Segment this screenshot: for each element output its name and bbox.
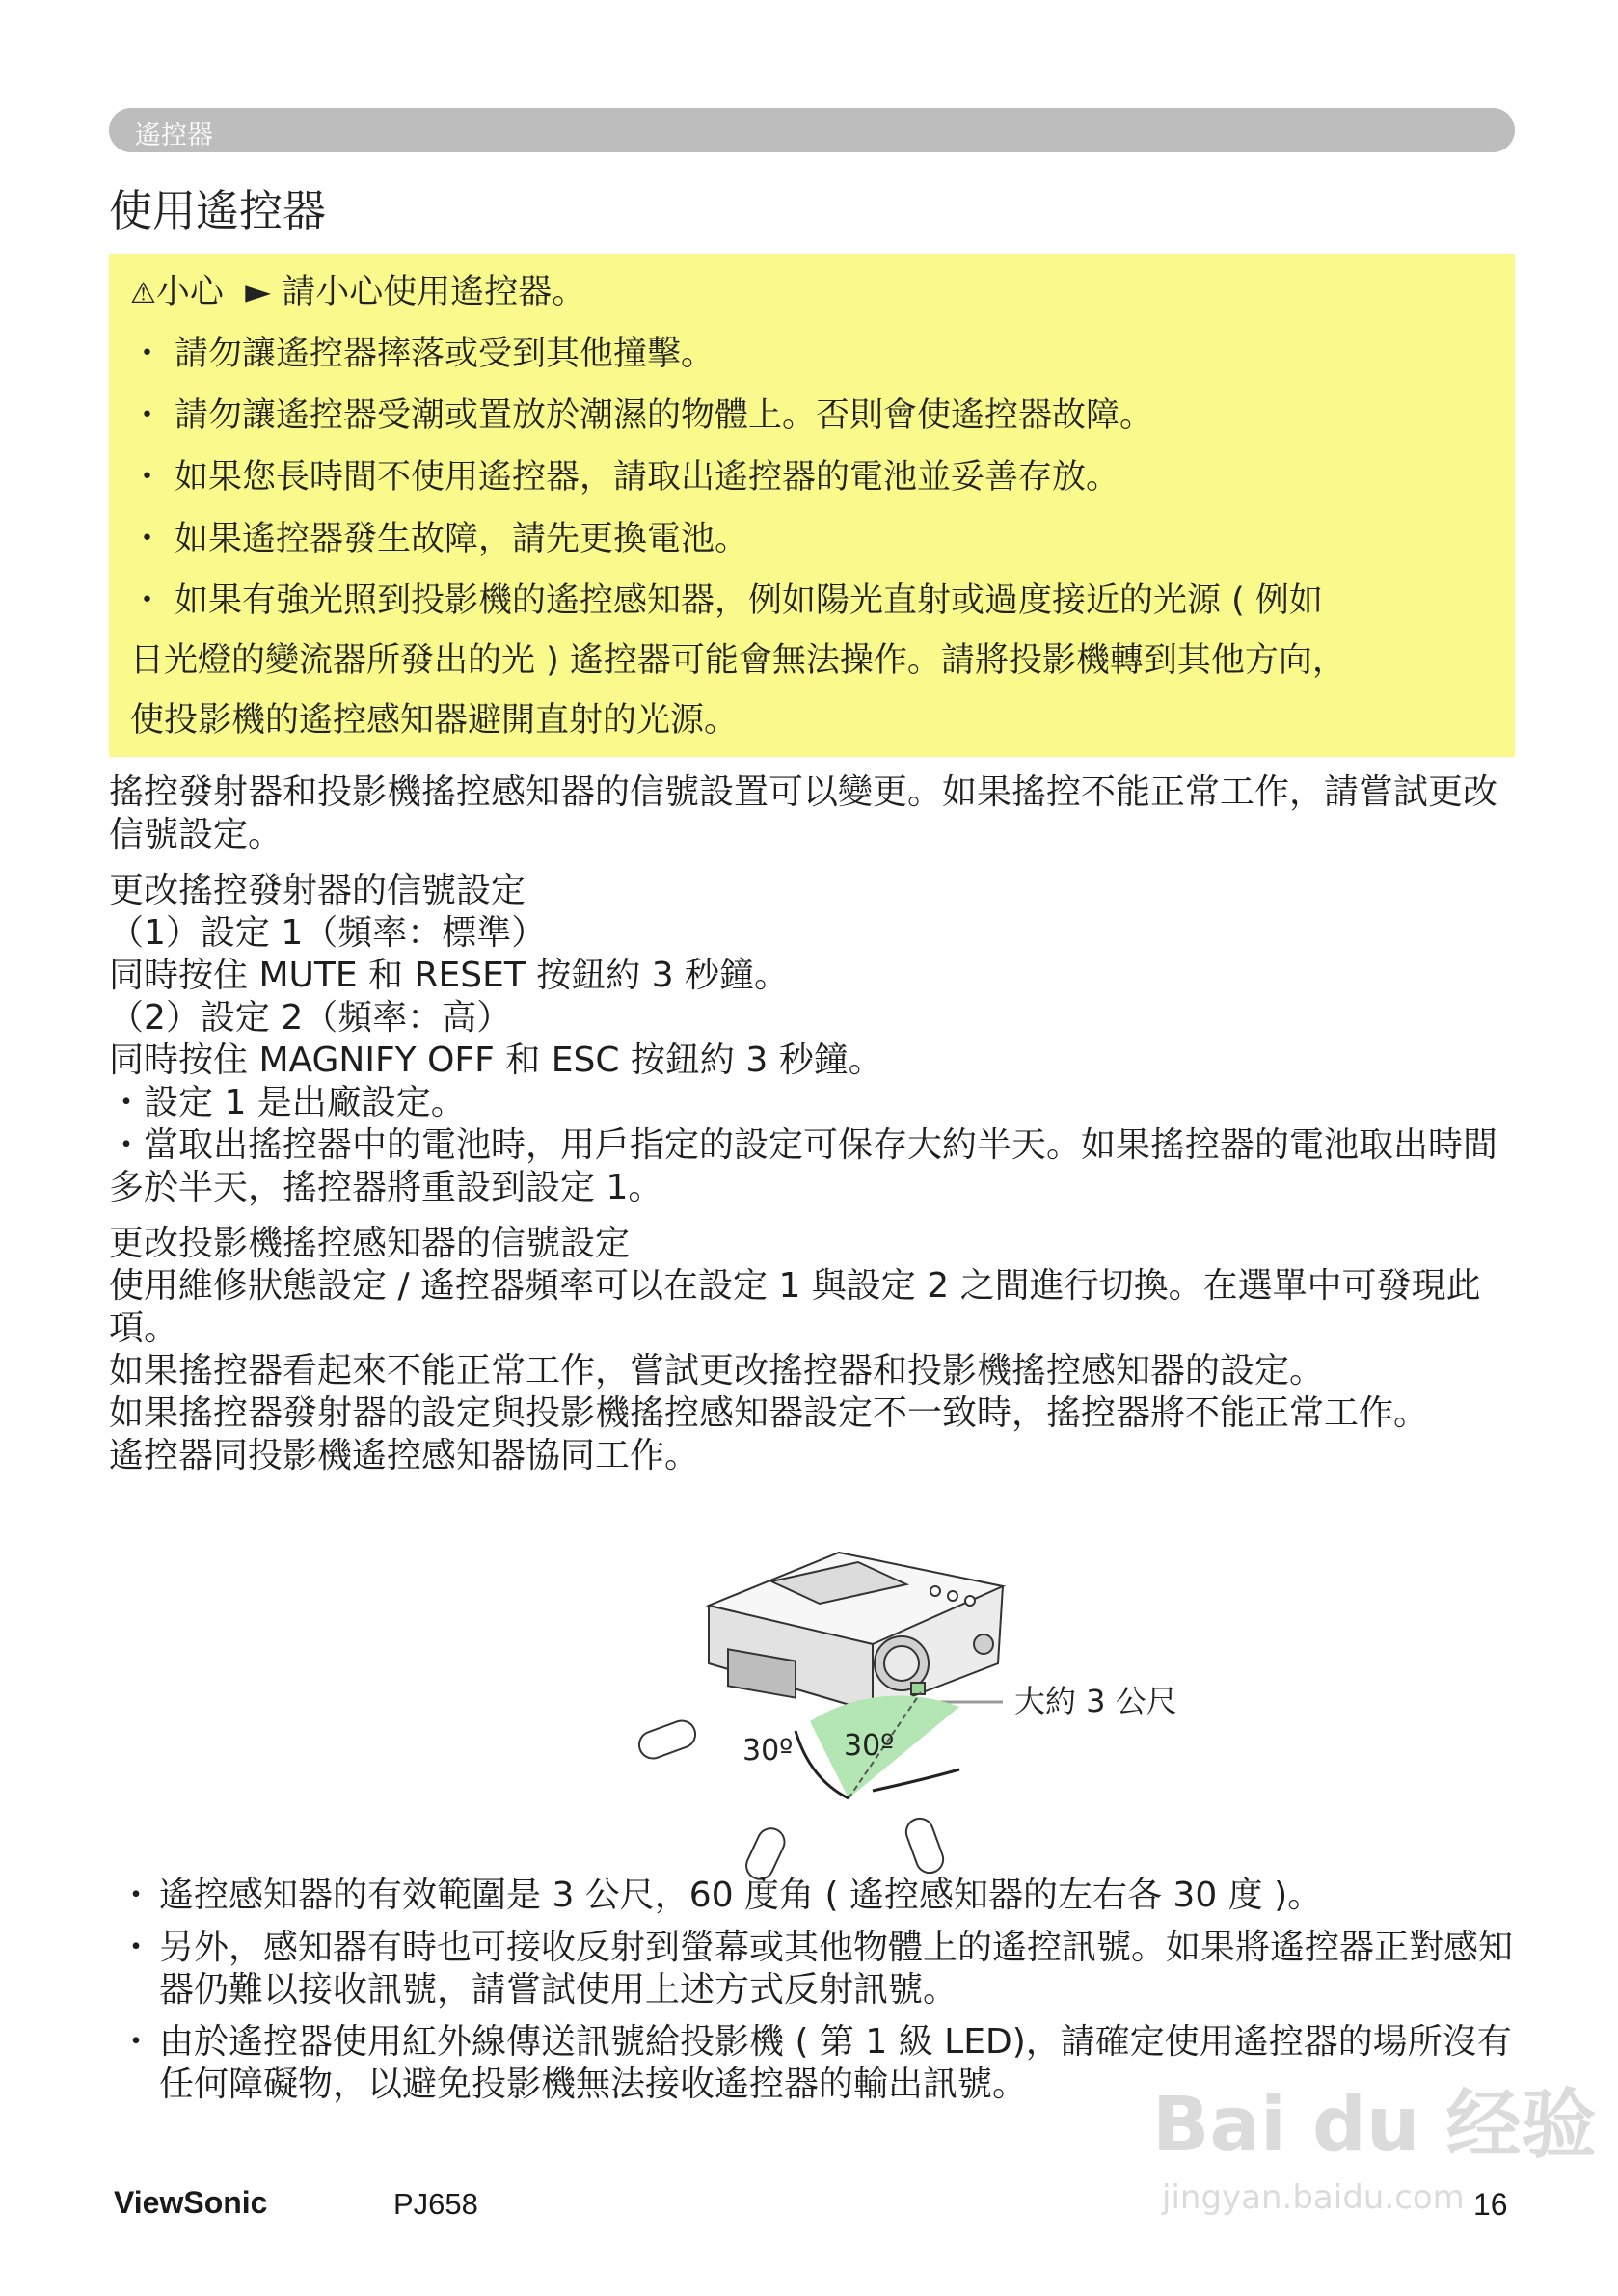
section-header-bar: [109, 108, 1515, 152]
caution-item: ・ 請勿讓遙控器摔落或受到其他撞擊。: [130, 335, 715, 373]
setting2-label: （2）設定 2（頻率：高）: [109, 998, 512, 1038]
setting2-action: 同時按住 MAGNIFY OFF 和 ESC 按鈕約 3 秒鐘。: [109, 1040, 883, 1080]
right-triangle-icon: ►: [245, 273, 272, 311]
sensor-heading: 更改投影機搖控感知器的信號設定: [109, 1224, 631, 1263]
caution-continuation: 日光燈的變流器所發出的光 ) 遙控器可能會無法操作。請將投影機轉到其他方向，: [130, 641, 1346, 680]
factory-note: ・設定 1 是出廠設定。: [109, 1083, 466, 1122]
page-title: 使用遙控器: [109, 185, 327, 236]
baidu-watermark: [1152, 2064, 1597, 2218]
caution-item: ・ 如果有強光照到投影機的遙控感知器，例如陽光直射或過度接近的光源 ( 例如: [130, 581, 1323, 620]
footer-brand: ViewSonic: [114, 2185, 268, 2220]
caution-item: ・ 如果您長時間不使用遙控器，請取出遙控器的電池並妥善存放。: [130, 458, 1120, 497]
note-item: ・ 遙控感知器的有效範圍是 3 公尺，60 度角 ( 遙控感知器的左右各 30 度 )。: [119, 1876, 1323, 1915]
sensor-paragraph: 如果搖控器看起來不能正常工作，嘗試更改搖控器和投影機搖控感知器的設定。: [109, 1351, 1325, 1391]
caution-continuation: 使投影機的遙控感知器避開直射的光源。: [130, 701, 739, 740]
intro-paragraph: 搖控發射器和投影機搖控感知器的信號設置可以變更。如果搖控不能正常工作，請嘗試更改信號設定。: [109, 772, 1498, 854]
sensor-paragraph: 使用維修狀態設定 / 遙控器頻率可以在設定 1 與設定 2 之間進行切換。在選單中可發現此項。: [109, 1266, 1481, 1348]
battery-note: ・當取出搖控器中的電池時，用戶指定的設定可保存大約半天。如果搖控器的電池取出時間多於半天，搖控器將重設到設定 1。: [109, 1125, 1498, 1207]
caution-word: 小心: [155, 273, 224, 311]
setting1-label: （1）設定 1（頻率：標準）: [109, 913, 547, 953]
emitter-heading: 更改搖控發射器的信號設定: [109, 871, 526, 910]
remote-control-left: [635, 1717, 699, 1763]
warning-triangle-icon: ⚠: [130, 277, 156, 311]
caution-title: [130, 265, 585, 313]
signal-settings-text: [109, 771, 1522, 1477]
sensor-paragraph: 如果搖控器發射器的設定與投影機搖控感知器設定不一致時，搖控器將不能正常工作。: [109, 1393, 1429, 1433]
watermark-url: jingyan.baidu.com: [1162, 2178, 1465, 2217]
remote-range-diagram: [617, 1538, 1215, 1876]
setting1-action: 同時按住 MUTE 和 RESET 按鈕約 3 秒鐘。: [109, 956, 790, 995]
caution-item: ・ 如果遙控器發生故障，請先更換電池。: [130, 520, 749, 558]
distance-label: 大約 3 公尺: [1014, 1683, 1177, 1719]
note-item: ・ 另外，感知器有時也可接收反射到螢幕或其他物體上的遙控訊號。如果將遙控器正對感知器仍難以接收訊號，請嘗試使用上述方式反射訊號。: [119, 1928, 1514, 2010]
note-item: ・ 由於遙控器使用紅外線傳送訊號給投影機 ( 第 1 級 LED)，請確定使用遙控器的場所沒有任何障礙物，以避免投影機無法接收遙控器的輸出訊號。: [119, 2022, 1512, 2104]
angle-left-label: 30º: [742, 1734, 794, 1768]
sensor-paragraph: 遙控器同投影機遙控感知器協同工作。: [109, 1436, 700, 1475]
caution-item: ・ 請勿讓遙控器受潮或置放於潮濕的物體上。否則會使遙控器故障。: [130, 396, 1154, 435]
projector-illustration: [709, 1553, 1003, 1712]
section-label: 遙控器: [135, 121, 213, 150]
remote-control-right: [903, 1815, 947, 1877]
angle-right-label: 30º: [844, 1729, 895, 1763]
footer-model: PJ658: [393, 2187, 478, 2221]
right-angle-arc: [873, 1769, 959, 1791]
watermark-logo: Bai du 经验: [1152, 2082, 1597, 2169]
caution-box: [109, 254, 1515, 757]
page-number: 16: [1473, 2187, 1508, 2222]
caution-title-text: 請小心使用遙控器。: [282, 273, 586, 311]
